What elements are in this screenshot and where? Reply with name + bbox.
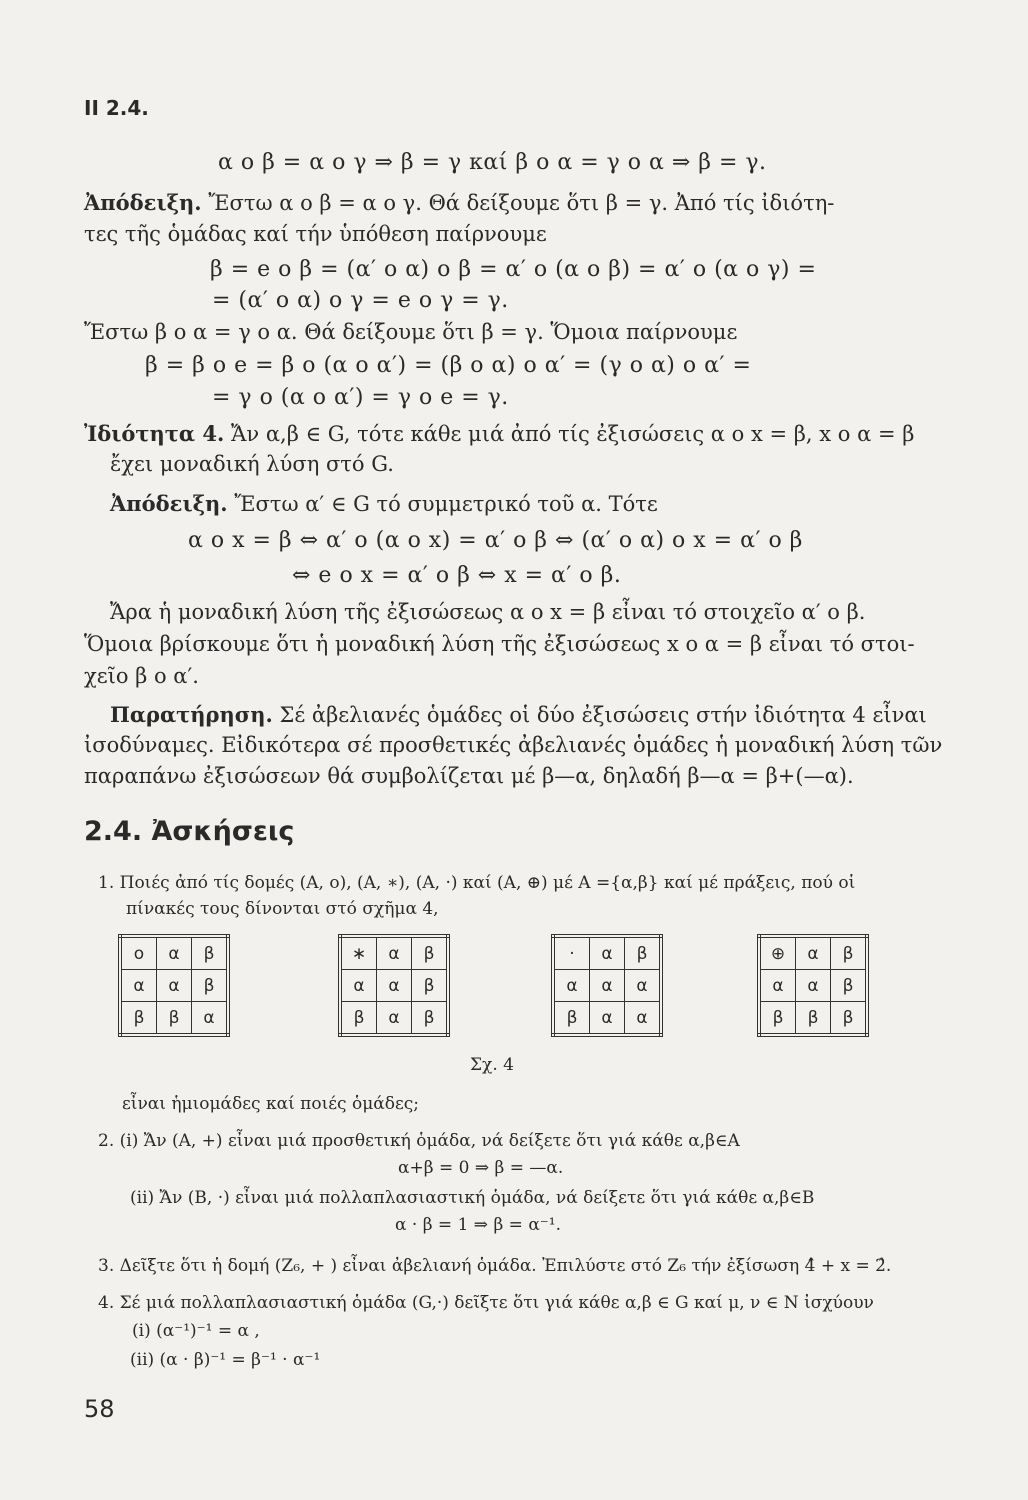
exercise-4-item-1: (i) (α⁻¹)⁻¹ = α , xyxy=(132,1321,260,1341)
table-cell: β xyxy=(796,1002,831,1036)
property-line-3: Ἄρα ἡ μοναδική λύση τῆς ἐξισώσεως α ο x = β εἶναι τό στοιχεῖο α′ ο β. xyxy=(110,600,866,624)
table-cell: α xyxy=(377,1002,412,1036)
property-line-5: χεῖο β ο α′. xyxy=(84,664,199,688)
exercise-2-equation-2: α · β = 1 ⇒ β = α⁻¹. xyxy=(395,1215,561,1235)
table-cell: α xyxy=(590,970,625,1002)
table-cell: β xyxy=(759,1002,796,1036)
statement: α ο β = α ο γ ⇒ β = γ καί β ο α = γ ο α ⇒ β = γ. xyxy=(218,150,767,175)
exercise-3: 3. Δεῖξτε ὅτι ἡ δομή (Z₆, + ) εἶναι ἀβελιανή ὁμάδα. Ἐπιλύστε στό Z₆ τήν ἐξίσωση 4̂ + x = 2̂. xyxy=(98,1256,892,1276)
section-title: 2.4. Ἀσκήσεις xyxy=(84,816,295,847)
table-cell: β xyxy=(412,1002,449,1036)
operation-table-star xyxy=(338,934,450,1037)
equation-4: = γ ο (α ο α′) = γ ο e = γ. xyxy=(212,385,509,410)
figure-caption: Σχ. 4 xyxy=(470,1055,514,1075)
exercise-4-item-2: (ii) (α · β)⁻¹ = β⁻¹ · α⁻¹ xyxy=(130,1350,321,1370)
property-equation-2: ⇔ e ο x = α′ ο β ⇔ x = α′ ο β. xyxy=(292,563,622,588)
proof-line-2: τες τῆς ὁμάδας καί τήν ὑπόθεση παίρνουμε xyxy=(84,222,547,246)
table-cell: · xyxy=(553,936,590,970)
equation-2: = (α′ ο α) ο γ = e ο γ = γ. xyxy=(212,288,509,313)
table-cell: α xyxy=(590,1002,625,1036)
remark-line-1-rest: Σέ ἀβελιανές ὁμάδες οἱ δύο ἐξισώσεις στήν ἰδιότητα 4 εἶναι xyxy=(279,703,927,727)
table-cell: α xyxy=(377,936,412,970)
proof-line-3: Ἔστω β ο α = γ ο α. Θά δείξουμε ὅτι β = γ. Ὅμοια παίρνουμε xyxy=(84,320,738,344)
table-cell: α xyxy=(340,970,377,1002)
table-cell: α xyxy=(157,936,192,970)
table-cell: β xyxy=(120,1002,157,1036)
table-cell: α xyxy=(590,936,625,970)
table-cell: α xyxy=(120,970,157,1002)
remark-line-1 xyxy=(110,702,927,727)
table-cell: β xyxy=(625,936,662,970)
remark-line-3: παραπάνω ἐξισώσεων θά συμβολίζεται μέ β—α, δηλαδή β—α = β+(—α). xyxy=(84,764,854,788)
exercise-1-line-2: πίνακές τους δίνονται στό σχῆμα 4, xyxy=(126,899,439,919)
property-equation-1: α ο x = β ⇔ α′ ο (α ο x) = α′ ο β ⇔ (α′ ο α) ο x = α′ ο β xyxy=(188,528,803,553)
proof-label: Ἀπόδειξη. xyxy=(84,190,202,215)
table-cell: α xyxy=(377,970,412,1002)
table-cell: α xyxy=(192,1002,229,1036)
table-cell: α xyxy=(625,1002,662,1036)
property-label: Ἰδιότητα 4. xyxy=(84,421,225,446)
remark-label: Παρατήρηση. xyxy=(110,702,273,727)
exercise-4: 4. Σέ μιά πολλαπλασιαστική ὁμάδα (G,·) δεῖξτε ὅτι γιά κάθε α,β ∈ G καί μ, ν ∈ N ἰσχύουν xyxy=(98,1293,874,1313)
table-cell: α xyxy=(157,970,192,1002)
table-cell: ο xyxy=(120,936,157,970)
table-cell: β xyxy=(192,970,229,1002)
table-cell: β xyxy=(831,1002,868,1036)
table-cell: α xyxy=(796,970,831,1002)
operation-table-dot xyxy=(551,934,663,1037)
table-cell: β xyxy=(192,936,229,970)
operation-table-o xyxy=(118,934,230,1037)
table-cell: α xyxy=(553,970,590,1002)
property-4-line-2: ἔχει μοναδική λύση στό G. xyxy=(110,452,394,476)
table-cell: β xyxy=(831,936,868,970)
proof-line-1 xyxy=(84,190,834,215)
table-cell: α xyxy=(625,970,662,1002)
property-4-line-1-rest: Ἄν α,β ∈ G, τότε κάθε μιά ἀπό τίς ἐξισώσεις α ο x = β, x ο α = β xyxy=(231,422,915,446)
table-cell: α xyxy=(759,970,796,1002)
property-proof-line xyxy=(110,491,658,516)
exercise-1-line-3: εἶναι ἡμιομάδες καί ποιές ὁμάδες; xyxy=(122,1094,420,1114)
equation-1: β = e ο β = (α′ ο α) ο β = α′ ο (α ο β) = α′ ο (α ο γ) = xyxy=(210,257,817,282)
property-proof-label: Ἀπόδειξη. xyxy=(110,491,228,516)
table-cell: ⊕ xyxy=(759,936,796,970)
running-head: II 2.4. xyxy=(84,96,149,120)
operation-table-oplus xyxy=(757,934,869,1037)
property-4-line-1 xyxy=(84,421,914,446)
exercise-2-part-1: 2. (i) Ἄν (A, +) εἶναι μιά προσθετική ὁμάδα, νά δείξετε ὅτι γιά κάθε α,β∈A xyxy=(98,1131,740,1151)
table-cell: β xyxy=(157,1002,192,1036)
page-number: 58 xyxy=(84,1395,115,1423)
property-proof-rest: Ἔστω α′ ∈ G τό συμμετρικό τοῦ α. Τότε xyxy=(234,492,658,516)
table-cell: β xyxy=(831,970,868,1002)
exercise-1-line-1: 1. Ποιές ἀπό τίς δομές (A, ο), (A, ∗), (A, ·) καί (A, ⊕) μέ A ={α,β} καί μέ πράξεις, πού οἱ xyxy=(98,873,856,893)
exercise-2-equation-1: α+β = 0 ⇒ β = —α. xyxy=(398,1158,564,1178)
table-cell: α xyxy=(796,936,831,970)
table-cell: β xyxy=(412,970,449,1002)
remark-line-2: ἰσοδύναμες. Εἰδικότερα σέ προσθετικές ἀβελιανές ὁμάδες ἡ μοναδική λύση τῶν xyxy=(84,733,943,757)
table-cell: ∗ xyxy=(340,936,377,970)
proof-line-1-rest: Ἔστω α ο β = α ο γ. Θά δείξουμε ὅτι β = γ. Ἀπό τίς ἰδιότη- xyxy=(208,191,835,215)
equation-3: β = β ο e = β ο (α ο α′) = (β ο α) ο α′ = (γ ο α) ο α′ = xyxy=(145,353,752,378)
exercise-2-part-2: (ii) Ἄν (B, ·) εἶναι μιά πολλαπλασιαστική ὁμάδα, νά δείξετε ὅτι γιά κάθε α,β∈B xyxy=(130,1188,815,1208)
table-cell: β xyxy=(412,936,449,970)
table-cell: β xyxy=(340,1002,377,1036)
property-line-4: Ὅμοια βρίσκουμε ὅτι ἡ μοναδική λύση τῆς ἐξισώσεως x ο α = β εἶναι τό στοι- xyxy=(84,632,915,656)
table-cell: β xyxy=(553,1002,590,1036)
